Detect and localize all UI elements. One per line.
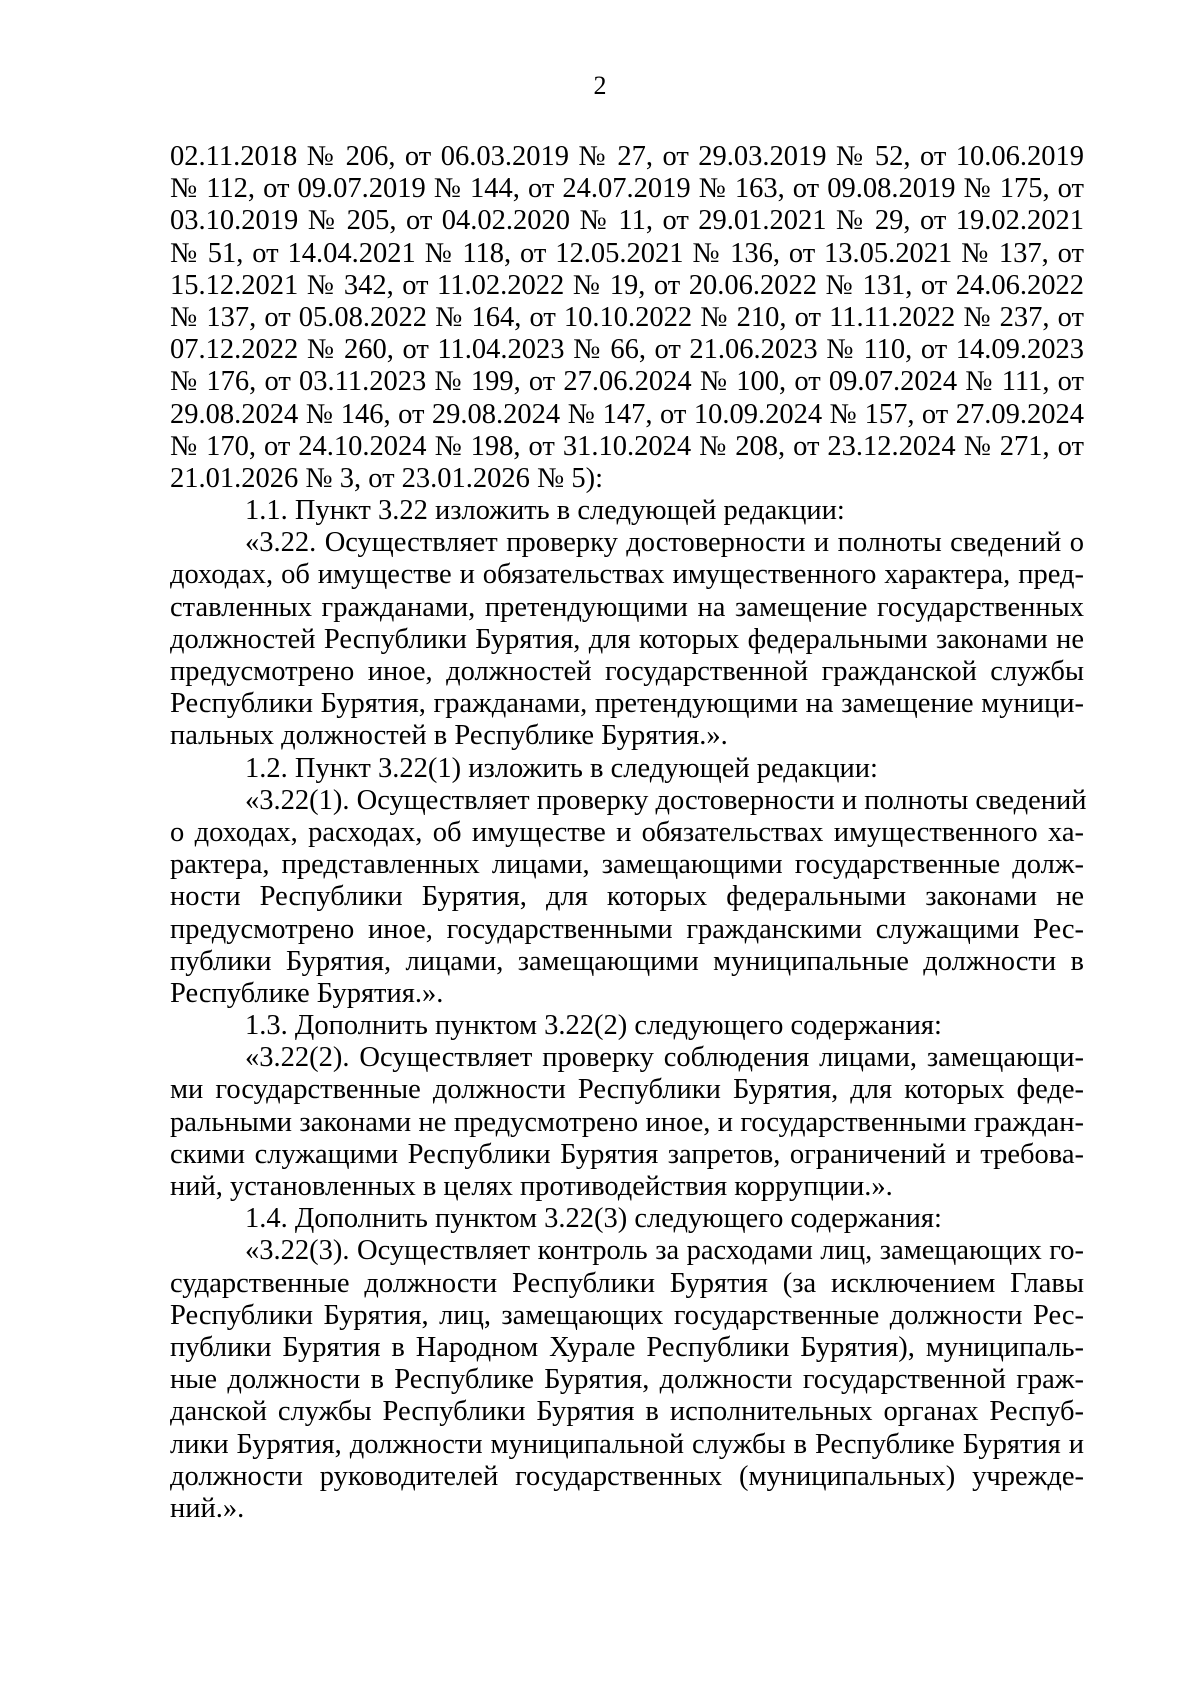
text-line: данской службы Республики Бурятия в исполнительных органах Респуб- [170, 1396, 1084, 1428]
text-line: ности Республики Бурятия, для которых федеральными законами не [170, 881, 1084, 913]
clause-heading-1-1: 1.1. Пункт 3.22 изложить в следующей редакции: [245, 495, 845, 527]
text-line: 02.11.2018 № 206, от 06.03.2019 № 27, от 29.03.2019 № 52, от 10.06.2019 [170, 141, 1084, 172]
text-line: «3.22(3). Осуществляет контроль за расходами лиц, замещающих го- [245, 1235, 1084, 1267]
text-line: ральными законами не предусмотрено иное, и государственными граждан- [170, 1106, 1084, 1138]
text-line: № 51, от 14.04.2021 № 118, от 12.05.2021 № 136, от 13.05.2021 № 137, от [170, 237, 1084, 269]
clause-heading-1-2: 1.2. Пункт 3.22(1) изложить в следующей редакции: [245, 752, 878, 784]
text-line: ставленных гражданами, претендующими на замещение государственных [170, 591, 1084, 623]
text-line: Республики Бурятия, гражданами, претендующими на замещение муници- [170, 688, 1084, 720]
text-line: ний, установленных в целях противодействия коррупции.». [170, 1171, 893, 1202]
text-line: доходах, об имуществе и обязательствах имущественного характера, пред- [170, 559, 1084, 591]
text-line: Республике Бурятия.». [170, 977, 444, 1009]
text-line: рактера, представленных лицами, замещающими государственные долж- [170, 849, 1084, 881]
text-line: ные должности в Республике Бурятия, должности государственной граж- [170, 1364, 1084, 1396]
text-line: лики Бурятия, должности муниципальной службы в Республике Бурятия и [170, 1428, 1084, 1460]
text-line: пальных должностей в Республике Бурятия.». [170, 720, 728, 752]
text-line: № 112, от 09.07.2019 № 144, от 24.07.2019 № 163, от 09.08.2019 № 175, от [170, 173, 1084, 205]
text-line: публики Бурятия в Народном Хурале Республики Бурятия), муниципаль- [170, 1331, 1084, 1363]
text-line: «3.22(2). Осуществляет проверку соблюдения лицами, замещающи- [245, 1042, 1084, 1074]
text-line: «3.22. Осуществляет проверку достоверности и полноты сведений о [245, 527, 1084, 559]
text-line: № 137, от 05.08.2022 № 164, от 10.10.2022 № 210, от 11.11.2022 № 237, от [170, 301, 1084, 333]
text-line: должностей Республики Бурятия, для которых федеральными законами не [170, 623, 1084, 655]
text-line: должности руководителей государственных (муниципальных) учрежде- [170, 1460, 1084, 1492]
text-line: 07.12.2022 № 260, от 11.04.2023 № 66, от 21.06.2023 № 110, от 14.09.2023 [170, 334, 1084, 366]
text-line: 15.12.2021 № 342, от 11.02.2022 № 19, от 20.06.2022 № 131, от 24.06.2022 [170, 269, 1084, 301]
text-line: предусмотрено иное, должностей государственной гражданской службы [170, 656, 1084, 687]
document-body [170, 141, 1087, 1525]
text-line: скими служащими Республики Бурятия запретов, ограничений и требова- [170, 1138, 1084, 1170]
text-line: Республики Бурятия, лиц, замещающих государственные должности Рес- [170, 1299, 1084, 1331]
text-line: ний.». [170, 1492, 245, 1524]
text-line: о доходах, расходах, об имуществе и обязательствах имущественного ха- [170, 816, 1084, 848]
text-line: сударственные должности Республики Бурятия (за исключением Главы [170, 1267, 1084, 1299]
text-line: предусмотрено иное, государственными гражданскими служащими Рес- [170, 913, 1084, 945]
clause-heading-1-3: 1.3. Дополнить пунктом 3.22(2) следующего содержания: [245, 1010, 942, 1042]
text-line: 29.08.2024 № 146, от 29.08.2024 № 147, от 10.09.2024 № 157, от 27.09.2024 [170, 398, 1084, 430]
page-number: 2 [593, 71, 607, 100]
text-line: № 176, от 03.11.2023 № 199, от 27.06.2024 № 100, от 09.07.2024 № 111, от [170, 366, 1084, 398]
clause-heading-1-4: 1.4. Дополнить пунктом 3.22(3) следующего содержания: [245, 1203, 942, 1235]
text-line: № 170, от 24.10.2024 № 198, от 31.10.2024 № 208, от 23.12.2024 № 271, от [170, 430, 1084, 462]
text-line: 03.10.2019 № 205, от 04.02.2020 № 11, от 29.01.2021 № 29, от 19.02.2021 [170, 205, 1084, 237]
text-line: публики Бурятия, лицами, замещающими муниципальные должности в [170, 945, 1084, 977]
text-line: «3.22(1). Осуществляет проверку достоверности и полноты сведений [245, 784, 1087, 816]
text-line: ми государственные должности Республики Бурятия, для которых феде- [170, 1074, 1084, 1106]
text-line: 21.01.2026 № 3, от 23.01.2026 № 5): [170, 462, 603, 494]
